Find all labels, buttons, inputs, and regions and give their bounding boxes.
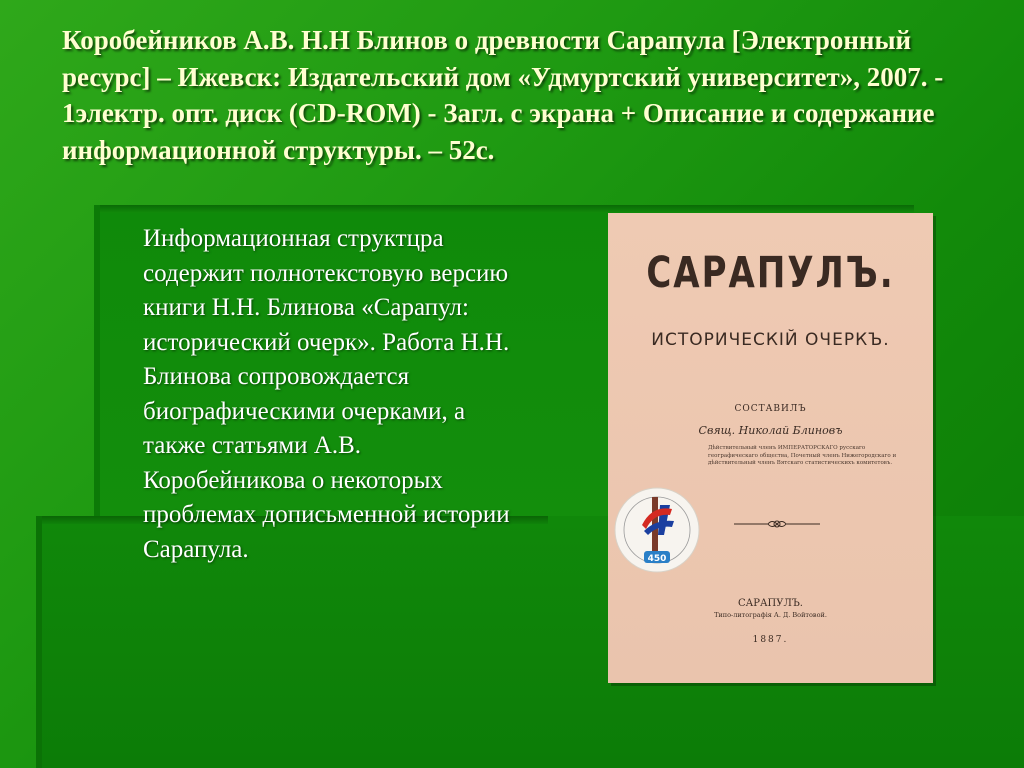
book-cover-composed-by: СОСТАВИЛЪ [734, 404, 807, 414]
emblem-label: 450 [647, 554, 667, 564]
book-cover-year: 1887. [752, 635, 789, 645]
book-cover-city: САРАПУЛЪ. [738, 598, 803, 609]
book-cover-title: САРАПУЛЪ. [646, 248, 895, 298]
book-cover-printer: Типо-литографія А. Д. Войтовой. [714, 611, 827, 619]
book-cover-author-description: Дѣйствительный членъ ИМПЕРАТОРСКАГО русскаго географическаго общества, Почетный членъ Нижегородскаго и дѣйствительный членъ Вятскаго статистическихъ комитетовъ. [708, 445, 897, 466]
book-cover-image [608, 213, 933, 683]
book-cover-subtitle: ИСТОРИЧЕСКIЙ ОЧЕРКЪ. [651, 330, 890, 350]
slide-body-text: Информационная структцра содержит полнотекстовую версию книги Н.Н. Блинова «Сарапул: исторический очерк». Работа Н.Н. Блинова сопровождается биографическими очерками, а также статьями А.В. Коробейникова о некоторых проблемах дописьменной истории Сарапула. [143, 225, 510, 563]
anniversary-emblem-icon [612, 475, 702, 585]
background-panel-top-edge [94, 205, 914, 213]
ornament-divider-icon [732, 517, 822, 531]
background-panel-bottom-left-edge [36, 516, 42, 768]
slide-title: Коробейников А.В. Н.Н Блинов о древности Сарапула [Электронный ресурс] – Ижевск: Издательский дом «Удмуртский университет», 2007. - 1электр. опт. диск (CD-ROM) - Загл. с экрана + Описание и содержание информационной структуры. – 52с. [62, 25, 944, 165]
background-panel-left-edge [94, 205, 100, 525]
book-cover-author: Свящ. Николай Блиновъ [698, 424, 843, 437]
